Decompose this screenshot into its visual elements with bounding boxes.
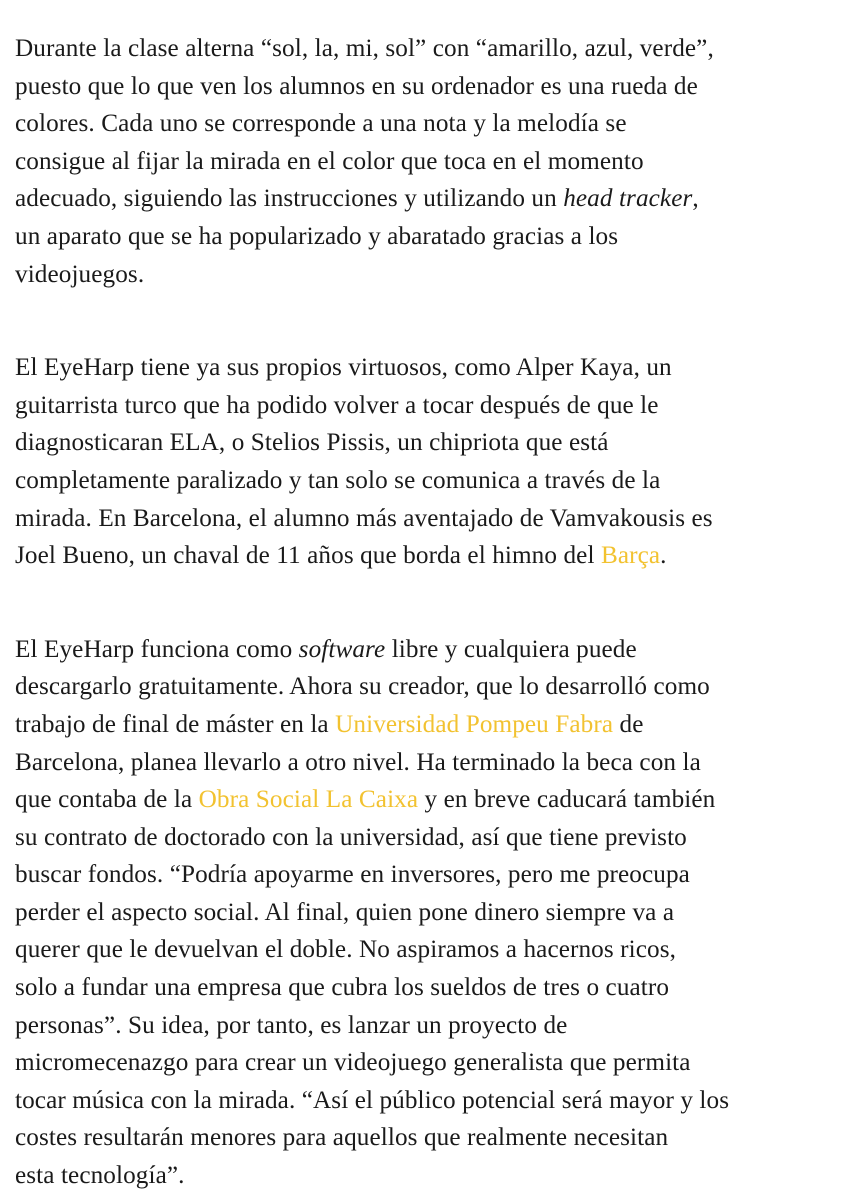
paragraph-free-software [15,631,845,1195]
paragraph-text: El EyeHarp tiene ya sus propios virtuosos, como Alper Kaya, un guitarrista turco que ha podido volver a tocar después de que le diagnosticaran ELA, o Stelios Pissis, un chipriota que está completamente paralizado y tan solo se comunica a través de la mirada. En Barcelona, el alumno más aventajado de Vamvakousis es Joel Bueno, un chaval de 11 años que borda el himno del [15,354,713,570]
paragraph-text: , un aparato que se ha popularizado y abaratado gracias a los videojuegos. [15,185,699,288]
paragraph-virtuosos [15,349,845,575]
paragraph-text: y en breve caducará también su contrato de doctorado con la universidad, así que tiene previsto buscar fondos. “Podría apoyarme en inversores, pero me preocupa perder el aspecto social. Al final, quien pone dinero siempre va a querer que le devuelvan el doble. No aspiramos a hacernos ricos, solo a fundar una empresa que cubra los sueldos de tres o cuatro personas”. Su idea, por tanto, es lanzar un proyecto de micromecenazgo para crear un videojuego generalista que permita tocar música con la mirada. “Así el público potencial será mayor y los costes resultarán menores para aquellos que realmente necesitan esta tecnología”. [15,786,730,1190]
link-barca[interactable]: Barça [600,542,661,570]
article-body [15,30,845,1195]
paragraph-text: libre y cualquiera puede descargarlo gratuitamente. Ahora su creador, que lo desarrolló como trabajo de final de máster en la [15,635,710,738]
emphasis-head-tracker: head tracker [563,185,693,213]
paragraph-text: . [660,542,667,570]
emphasis-software: software [298,635,386,663]
paragraph-class-description [15,30,845,293]
paragraph-text: de Barcelona, planea llevarlo a otro nivel. Ha terminado la beca con la que contaba de la [15,710,701,814]
paragraph-text: Durante la clase alterna “sol, la, mi, sol” con “amarillo, azul, verde”, puesto que lo que ven los alumnos en su ordenador es una rueda de colores. Cada uno se corresponde a una nota y la melodía se consigue al fijar la mirada en el color que toca en el momento adecuado, siguiendo las instrucciones y utilizando un [15,35,714,213]
link-universidad-pompeu-fabra[interactable]: Universidad Pompeu Fabra [335,710,614,738]
link-obra-social-la-caixa[interactable]: Obra Social La Caixa [198,786,419,814]
paragraph-text: El EyeHarp funciona como [15,635,299,663]
